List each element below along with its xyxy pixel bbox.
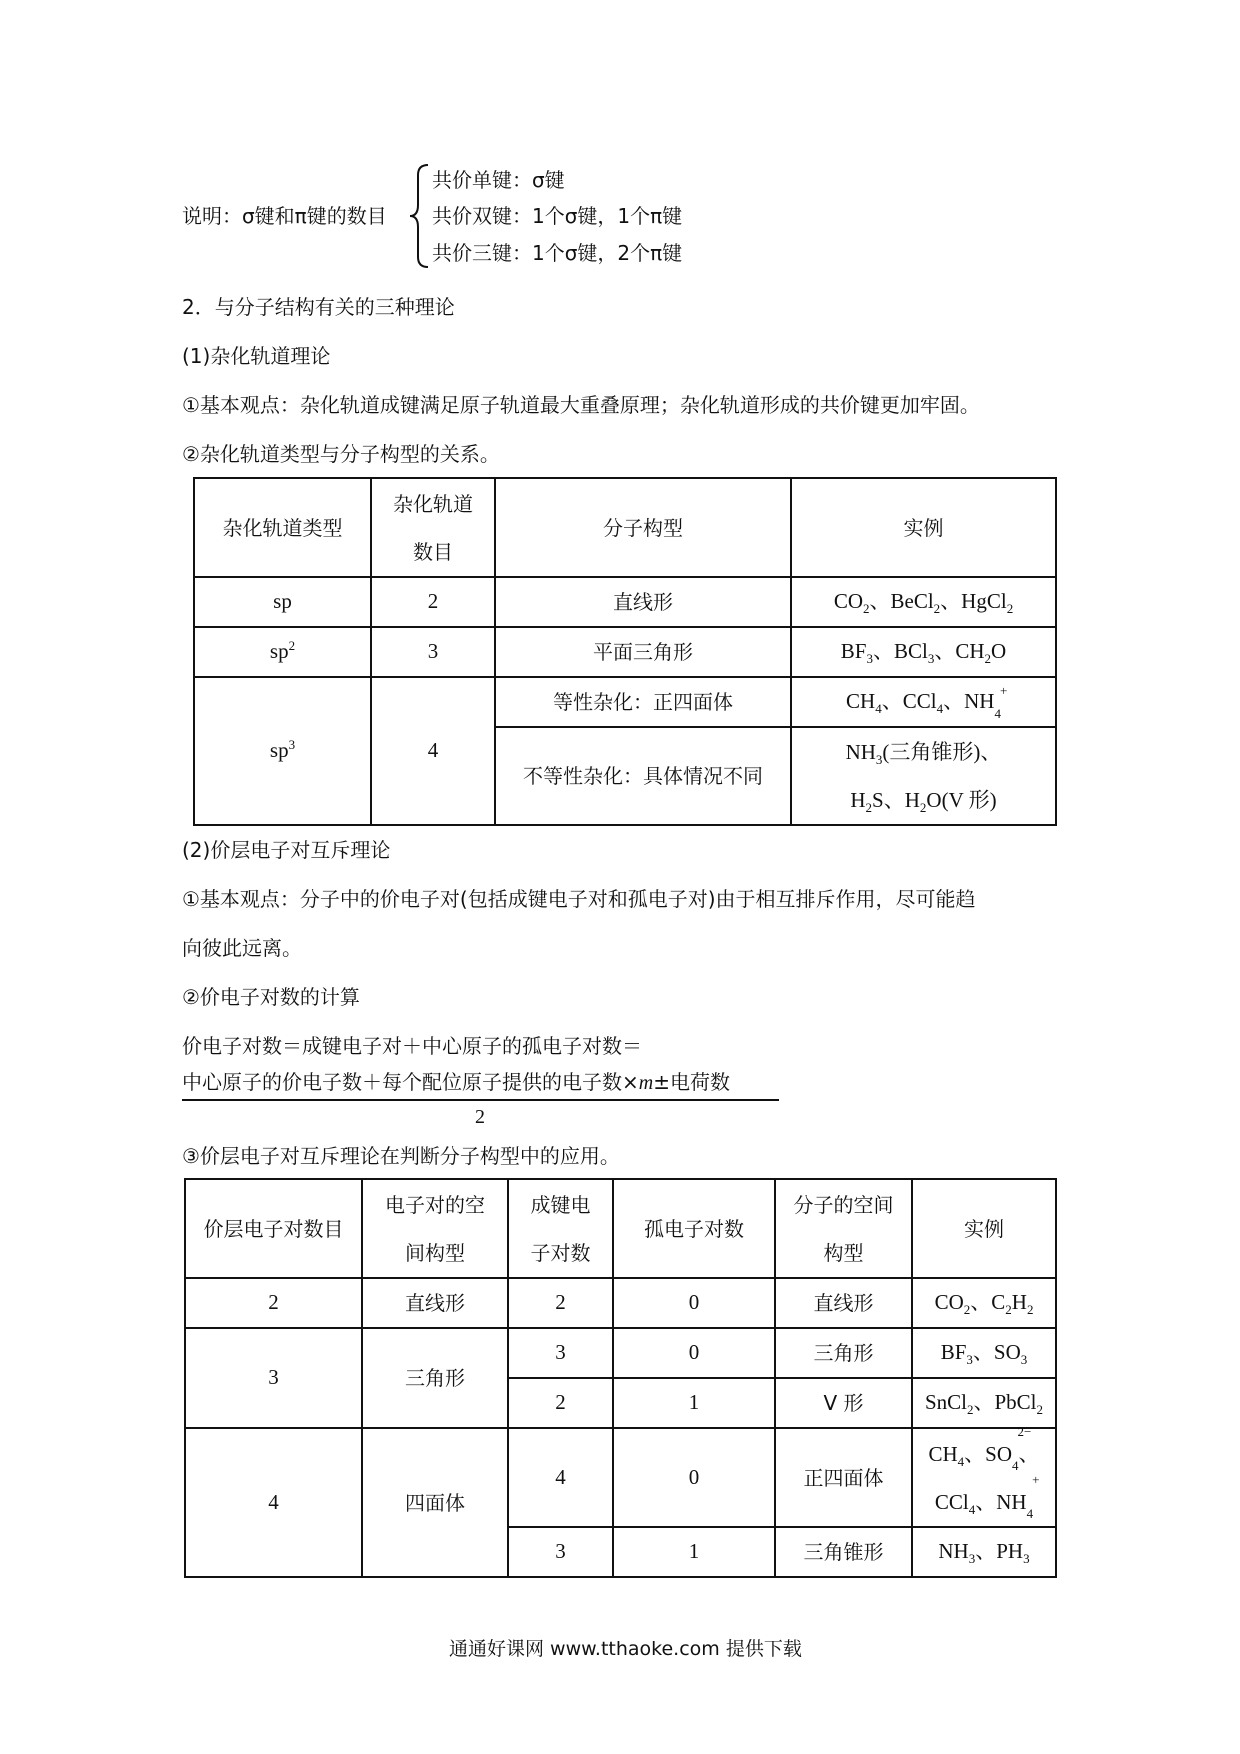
header-cell: 孤电子对数 [613, 1179, 775, 1278]
example: $CH_4$、$SO_4$ 2− 、 CCl$_4$、$NH_4$ + [912, 1428, 1056, 1527]
table-header-row [194, 478, 1056, 577]
molecular-shape: 等性杂化：正四面体 [495, 677, 791, 727]
molecular-shape: 正四面体 [775, 1428, 912, 1527]
molecular-shape: 不等性杂化：具体情况不同 [495, 727, 791, 825]
lone-pairs: 0 [613, 1278, 775, 1328]
table-row [194, 677, 1056, 727]
header-cell: 价层电子对数目 [185, 1179, 362, 1278]
hybrid-type: $sp^2$ [194, 627, 371, 677]
example: $CO_2$、BeCl$_2$、HgCl$_2$ [791, 577, 1056, 627]
example: $CH_4$、CCl$_4$、$NH_4$ + [791, 677, 1056, 727]
lone-pairs: 0 [613, 1328, 775, 1378]
paragraph-application: ③价层电子对互斥理论在判断分子构型中的应用。 [182, 1144, 620, 1168]
pair-count: 3 [185, 1328, 362, 1428]
bonding-pairs: 2 [508, 1378, 613, 1428]
example: $CO_2$、$C_2H_2$ [912, 1278, 1056, 1328]
note-item-triple: 共价三键：1个σ键，2个π键 [432, 241, 683, 265]
fraction-bar [182, 1099, 779, 1101]
example: $BF_3$、BCl$_3$、$CH_2O$ [791, 627, 1056, 677]
hybrid-type: sp [194, 577, 371, 627]
orbital-count: 4 [371, 677, 495, 825]
note-item-single: 共价单键：σ键 [432, 168, 565, 192]
left-brace-icon [408, 163, 432, 269]
table-row [194, 627, 1056, 677]
pair-count: 2 [185, 1278, 362, 1328]
pair-geometry: 三角形 [362, 1328, 508, 1428]
lone-pairs: 1 [613, 1527, 775, 1577]
paragraph-basic-view: ①基本观点：杂化轨道成键满足原子轨道最大重叠原理；杂化轨道形成的共价键更加牢固。 [182, 393, 980, 417]
header-cell: 成键电 子对数 [508, 1179, 613, 1278]
hybrid-table [193, 477, 1057, 826]
subheading-hybrid: (1)杂化轨道理论 [182, 344, 331, 368]
molecular-shape: V 形 [775, 1378, 912, 1428]
bonding-pairs: 2 [508, 1278, 613, 1328]
example: $BF_3$、$SO_3$ [912, 1328, 1056, 1378]
pair-count: 4 [185, 1428, 362, 1577]
paragraph-vsepr-basic: ①基本观点：分子中的价电子对(包括成键电子对和孤电子对)由于相互排斥作用，尽可能趋 [182, 887, 976, 911]
note-label: 说明：σ键和π键的数目 [182, 204, 387, 228]
header-cell: 分子的空间 构型 [775, 1179, 912, 1278]
lone-pairs: 0 [613, 1428, 775, 1527]
molecular-shape: 直线形 [495, 577, 791, 627]
hybrid-type: $sp^3$ [194, 677, 371, 825]
molecular-shape: 平面三角形 [495, 627, 791, 677]
molecular-shape: 直线形 [775, 1278, 912, 1328]
pair-geometry: 四面体 [362, 1428, 508, 1577]
bonding-pairs: 3 [508, 1328, 613, 1378]
lone-pairs: 1 [613, 1378, 775, 1428]
formula-line: 价电子对数＝成键电子对＋中心原子的孤电子对数＝ [182, 1034, 642, 1058]
section-heading: 2．与分子结构有关的三种理论 [182, 295, 455, 319]
molecular-shape: 三角锥形 [775, 1527, 912, 1577]
header-cell: 实例 [912, 1179, 1056, 1278]
vsepr-table [184, 1178, 1057, 1578]
example: $NH_3$、$PH_3$ [912, 1527, 1056, 1577]
formula-numerator: 中心原子的价电子数＋每个配位原子提供的电子数×m±电荷数 [182, 1070, 730, 1094]
orbital-count: 3 [371, 627, 495, 677]
header-cell: 电子对的空 间构型 [362, 1179, 508, 1278]
pair-geometry: 直线形 [362, 1278, 508, 1328]
table-row [185, 1278, 1056, 1328]
header-cell: 分子构型 [495, 478, 791, 577]
subheading-vsepr: (2)价层电子对互斥理论 [182, 838, 391, 862]
paragraph-calc: ②价电子对数的计算 [182, 985, 360, 1009]
paragraph-relation: ②杂化轨道类型与分子构型的关系。 [182, 442, 500, 466]
header-cell: 实例 [791, 478, 1056, 577]
table-row [194, 577, 1056, 627]
bonding-pairs: 3 [508, 1527, 613, 1577]
header-cell: 杂化轨道类型 [194, 478, 371, 577]
bonding-pairs: 4 [508, 1428, 613, 1527]
footer-credit: 通通好课网 www.tthaoke.com 提供下载 [449, 1638, 802, 1660]
paragraph-vsepr-basic-cont: 向彼此远离。 [182, 936, 302, 960]
example: SnCl$_2$、PbCl$_2$ [912, 1378, 1056, 1428]
formula-denominator: 2 [475, 1106, 485, 1128]
table-header-row [185, 1179, 1056, 1278]
molecular-shape: 三角形 [775, 1328, 912, 1378]
table-row [185, 1428, 1056, 1527]
table-row [185, 1328, 1056, 1378]
example: $NH_3$(三角锥形)、 $H_2S$、$H_2O(V$ 形) [791, 727, 1056, 825]
orbital-count: 2 [371, 577, 495, 627]
note-item-double: 共价双键：1个σ键，1个π键 [432, 204, 683, 228]
header-cell: 杂化轨道 数目 [371, 478, 495, 577]
